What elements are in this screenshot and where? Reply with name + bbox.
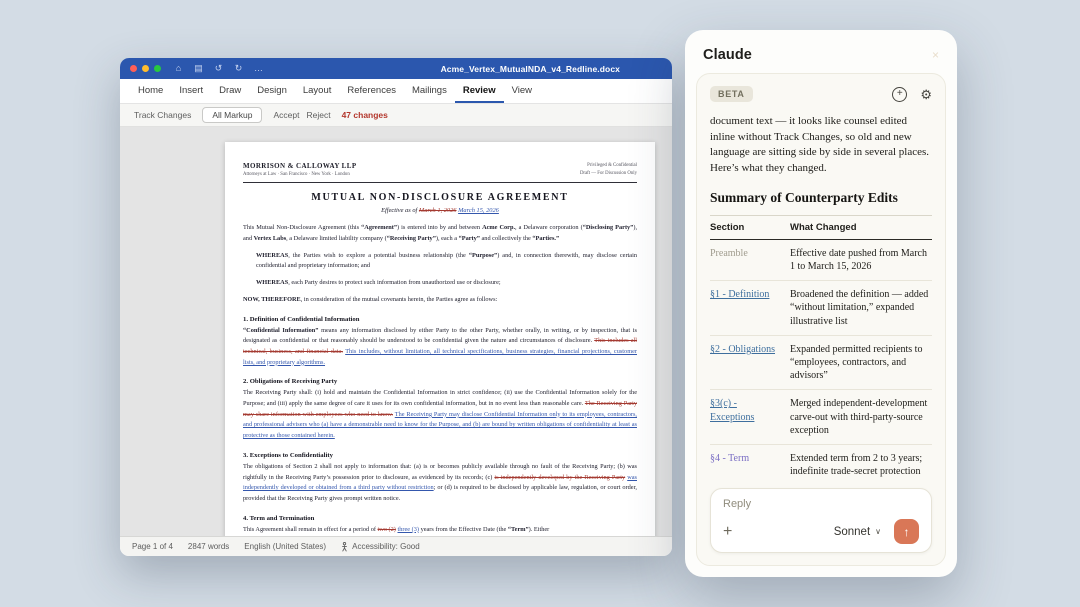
doc-paragraph: WHEREAS, the Parties wish to explore a potential business relationship (the “Purpose”) and, in connection therewith, may disclose certain confidential and proprietary information; and xyxy=(256,251,637,270)
model-name: Sonnet xyxy=(833,525,871,538)
menu-tab-design[interactable]: Design xyxy=(257,84,287,96)
change-description: Merged independent-development carve-out with third-party-source exception xyxy=(790,398,928,436)
menu-tab-draw[interactable]: Draw xyxy=(219,84,242,96)
menu-tab-references[interactable]: References xyxy=(347,84,396,96)
table-row xyxy=(710,445,932,480)
redline-deletion: is independently developed by the Receiving Party xyxy=(494,473,626,481)
redline-insertion: The Receiving Party may disclose Confidential Information only to its employees, contractors, and professional advisers who (a) have a demonstrable need to know for the Purpose, and (b) are bound by written obligations of confidentiality at least as protective as those contained herein. xyxy=(243,410,638,440)
send-button[interactable] xyxy=(894,519,919,544)
doc-section-heading: 3. Exceptions to Confidentiality xyxy=(243,451,333,459)
redline-insertion: was independently developed or obtained from a third party without restriction xyxy=(243,473,637,492)
column-header-section: Section xyxy=(710,221,745,233)
change-description: Extended term from 2 to 3 years; indefinite trade-secret protection xyxy=(790,452,923,478)
chevron-down-icon: ∨ xyxy=(875,527,881,536)
close-panel-icon[interactable]: × xyxy=(931,48,939,62)
redline-insertion: March 15, 2026 xyxy=(458,207,499,215)
summary-heading: Summary of Counterparty Edits xyxy=(710,189,898,205)
word-titlebar xyxy=(120,58,672,79)
firm-subtitle: Attorneys at Law · San Francisco · New York · London xyxy=(243,171,350,177)
doc-paragraph: NOW, THEREFORE, in consideration of the mutual covenants herein, the Parties agree as follows: xyxy=(243,295,498,303)
changes-count-badge: 47 changes xyxy=(341,110,388,120)
zoom-window-button[interactable] xyxy=(154,65,161,72)
menu-tab-mailings[interactable]: Mailings xyxy=(411,84,447,96)
doc-section-heading: 1. Definition of Confidential Information xyxy=(243,315,360,323)
section-link[interactable]: §4 - Term xyxy=(710,452,750,464)
redline-insertion: three (3) xyxy=(397,525,419,533)
markup-dropdown[interactable]: All Markup xyxy=(202,107,262,123)
doc-paragraph: Effective as of March 1, 2026 March 15, 2026 xyxy=(381,207,499,215)
redline-insertion: This includes, without limitation, all technical specifications, business strategies, financial projections, customer lists, and proprietary algorithms. xyxy=(243,347,637,366)
table-row xyxy=(710,281,932,336)
status-item: English (United States) xyxy=(244,542,327,551)
reply-input[interactable]: Reply xyxy=(723,498,752,510)
document-page[interactable] xyxy=(225,142,655,536)
menu-tab-layout[interactable]: Layout xyxy=(302,84,332,96)
reply-composer[interactable] xyxy=(710,488,932,553)
assistant-message: document text — it looks like counsel edited inline without Track Changes, so old and new language are sitting side by side in several places. Here’s what they changed. xyxy=(710,115,930,175)
table-header-row xyxy=(710,215,932,240)
more-icon[interactable]: … xyxy=(254,63,263,73)
doc-paragraph: The obligations of Section 2 shall not apply to information that: (a) is or becomes publicly available through no fault of the Receiving Party; (b) was rightfully in the Receiving Party’s possession prior to disclosure, as evidenced by its records; (c) is independently developed by the Receiving Party was independently developed or obtained from a third party without restriction; or (d) is required to be disclosed by applicable law, regulation, or court order, provided that the Receiving Party gives prompt written notice. xyxy=(243,462,638,502)
reject-button[interactable]: Reject xyxy=(306,110,331,120)
menu-tab-home[interactable]: Home xyxy=(138,84,164,96)
word-window xyxy=(120,58,672,556)
section-link[interactable]: §1 - Definition xyxy=(710,289,770,301)
document-title: Acme_Vertex_MutualNDA_v4_Redline.docx xyxy=(440,63,620,74)
model-selector[interactable] xyxy=(834,526,881,538)
accept-button[interactable]: Accept xyxy=(273,110,300,120)
claude-chat-card xyxy=(696,73,946,566)
claude-panel xyxy=(685,30,957,577)
table-row xyxy=(710,240,932,281)
doc-paragraph: This Mutual Non-Disclosure Agreement (this “Agreement”) is entered into by and between Acme Corp., a Delaware corporation (“Disclosing Party”), and Vertex Labs, a Delaware limited liability company (“Receiving Party”), each a “Party” and collectively the “Parties.” xyxy=(243,224,638,243)
home-icon[interactable]: ⌂ xyxy=(175,63,182,73)
document-canvas[interactable] xyxy=(120,127,672,536)
section-label: Preamble xyxy=(710,247,748,259)
change-description: Effective date pushed from March 1 to March 15, 2026 xyxy=(790,247,927,273)
ribbon-tab-bar xyxy=(120,79,672,104)
menu-tab-view[interactable]: View xyxy=(511,84,533,96)
traffic-lights xyxy=(130,65,161,72)
beta-badge: BETA xyxy=(710,86,753,102)
doc-paragraph: “Confidential Information” means any information disclosed by either Party to the other Party, whether orally, in writing, or by inspection, that is designated as confidential or that reasonably should be understood to be confidential given the nature and circumstances of disclosure. This includes all technical, business, and financial data. This includes, without limitation, all technical specifications, business strategies, financial projections, customer lists, and proprietary algorithms. xyxy=(243,326,638,366)
table-row xyxy=(710,336,932,391)
doc-paragraph: The Receiving Party shall: (i) hold and maintain the Confidential Information in strict confidence; (ii) use the Confidential Information solely for the Purpose; and (iii) apply the same degree of care it uses for its own confidential information, but in no event less than reasonable care. The Receiving Party may share information with employees who need to know. The Receiving Party may disclose Confidential Information only to its employees, contractors, and professional advisers who (a) have a demonstrable need to know for the Purpose, and (b) are bound by written obligations of confidentiality at least as protective as those contained herein. xyxy=(243,389,638,440)
header-rule xyxy=(243,182,637,183)
redline-deletion: March 1, 2026 xyxy=(418,207,457,215)
minimize-window-button[interactable] xyxy=(142,65,149,72)
accessibility-person-icon xyxy=(341,542,348,552)
doc-section-heading: 2. Obligations of Receiving Party xyxy=(243,378,338,386)
redo-icon[interactable]: ↻ xyxy=(234,63,243,73)
send-arrow-icon: ↑ xyxy=(903,524,910,539)
close-window-button[interactable] xyxy=(130,65,137,72)
word-status-bar xyxy=(120,536,672,556)
section-link[interactable]: §2 - Obligations xyxy=(710,343,775,355)
menu-tab-review[interactable]: Review xyxy=(455,79,504,103)
edits-summary-table xyxy=(710,215,932,480)
column-header-what-changed: What Changed xyxy=(790,221,857,233)
status-item: 2847 words xyxy=(187,542,230,551)
redline-deletion: two (2) xyxy=(377,525,396,533)
undo-icon[interactable]: ↺ xyxy=(214,63,223,73)
new-chat-icon[interactable]: + xyxy=(892,87,907,102)
agreement-title: MUTUAL NON-DISCLOSURE AGREEMENT xyxy=(311,192,569,204)
redline-deletion: The Receiving Party may share information with employees who need to know. xyxy=(243,400,637,418)
section-link[interactable]: §3(c) - Exceptions xyxy=(710,398,755,423)
claude-panel-title: Claude xyxy=(703,47,752,63)
accessibility-status: Accessibility: Good xyxy=(341,542,420,552)
settings-gear-icon[interactable]: ⚙ xyxy=(920,86,932,102)
doc-section-heading: 4. Term and Termination xyxy=(243,514,315,522)
confidential-label: Privileged & Confidential xyxy=(587,163,637,168)
redline-deletion: This includes all technical, business, and financial data. xyxy=(243,337,638,355)
change-description: Expanded permitted recipients to “employees, contractors, and advisors” xyxy=(790,343,923,382)
review-toolbar xyxy=(120,104,672,127)
status-item: Page 1 of 4 xyxy=(132,542,173,551)
doc-paragraph: This Agreement shall remain in effect for a period of two (2) three (3) years from the Effective Date (the “Term”). Either xyxy=(243,525,550,533)
table-row xyxy=(710,390,932,445)
chat-message-area[interactable] xyxy=(710,102,932,480)
doc-paragraph: WHEREAS, each Party desires to protect such information from unauthorized use or disclosure; xyxy=(256,279,501,287)
menu-tab-insert[interactable]: Insert xyxy=(179,84,204,96)
draft-label: Draft — For Discussion Only xyxy=(579,170,637,176)
save-icon[interactable]: ▤ xyxy=(194,63,203,73)
firm-name: MORRISON & CALLOWAY LLP xyxy=(243,162,357,170)
attach-plus-button[interactable]: + xyxy=(723,522,733,540)
track-changes-label: Track Changes xyxy=(134,110,192,120)
agreement-body xyxy=(243,207,637,535)
change-description: Broadened the definition — added “without limitation,” expanded illustrative list xyxy=(790,289,929,327)
